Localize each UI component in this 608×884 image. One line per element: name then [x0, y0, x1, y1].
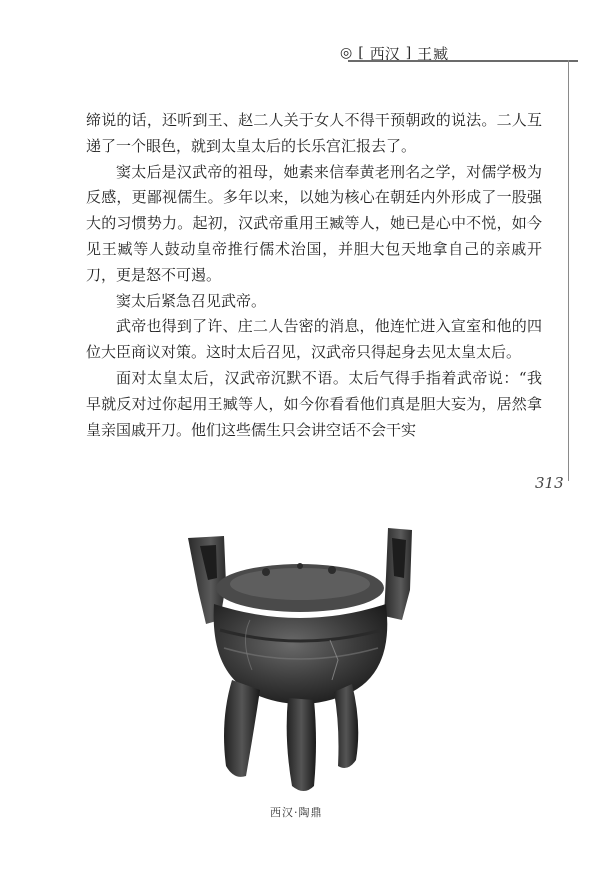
paragraph: 缔说的话，还听到王、赵二人关于女人不得干预朝政的说法。二人互递了一个眼色，就到太皇太后的长乐宫汇报去了。 — [86, 111, 542, 155]
paragraph: 窦太后紧急召见武帝。 — [116, 291, 267, 310]
body-text — [86, 108, 542, 443]
header-bracket-left: [ — [358, 45, 364, 61]
running-header — [340, 38, 570, 68]
paragraph: 窦太后是汉武帝的祖母，她素来信奉黄老刑名之学，对儒学极为反感，更鄙视儒生。多年以来，以她为核心在朝廷内外形成了一股强大的习惯势力。起初，汉武帝重用王臧等人，她已是心中不悦，如今见王臧等人鼓动皇帝推行儒术治国，并胆大包天地拿自己的亲戚开刀，更是怒不可遏。 — [86, 162, 542, 284]
header-chapter-name: 王臧 — [417, 44, 450, 63]
pottery-ding-image — [180, 520, 420, 802]
header-bracket-right: ] — [405, 45, 412, 61]
margin-rule — [568, 60, 569, 481]
header-rule — [348, 60, 578, 62]
header-dynasty: 西汉 — [369, 44, 400, 63]
paragraph: 武帝也得到了许、庄二人告密的消息，他连忙进入宣室和他的四位大臣商议对策。这时太后召见，汉武帝只得起身去见太皇太后。 — [86, 317, 542, 362]
page-number: 313 — [535, 474, 564, 492]
pottery-ding-figure — [180, 520, 420, 802]
paragraph: 面对太皇太后，汉武帝沉默不语。太后气得手指着武帝说：“我早就反对过你起用王臧等人，如今你看看他们真是胆大妄为，居然拿皇亲国戚开刀。他们这些儒生只会讲空话不会干实 — [86, 368, 542, 439]
figure-caption: 西汉·陶鼎 — [270, 806, 323, 819]
header-circle-icon: ◎ — [340, 45, 353, 61]
